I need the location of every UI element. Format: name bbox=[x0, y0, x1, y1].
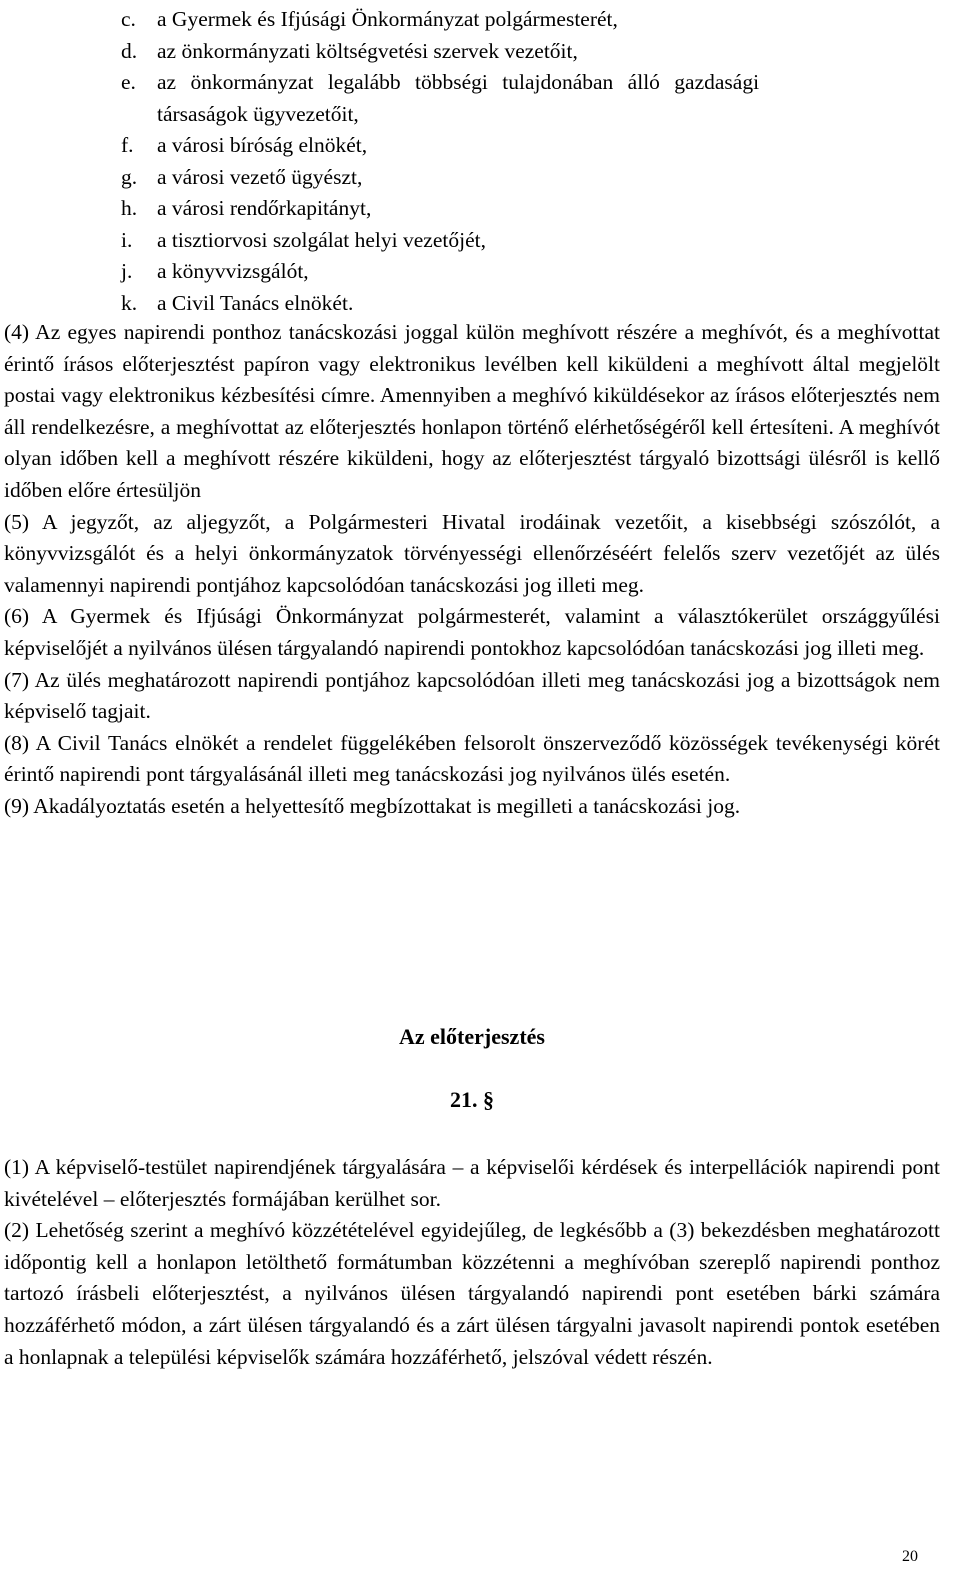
paragraph-9: (9) Akadályoztatás esetén a helyettesítő megbízottakat is megilleti a tanácskozási jog. bbox=[4, 793, 741, 818]
paragraph-5: (5) A jegyzőt, az aljegyzőt, a Polgármesteri Hivatal irodáinak vezetőit, a kisebbségi szószólót, a könyvvizsgálót és a helyi önkormányzatok törvényességi ellenőrzéséért felelős szerv vezetőjét az ülés valamennyi napirendi pontjához kapcsolódóan tanácskozási jog illeti meg. bbox=[4, 509, 940, 597]
list-letter: f. bbox=[121, 133, 134, 157]
list-item bbox=[121, 99, 941, 131]
list-text: a városi rendőrkapitányt, bbox=[157, 196, 372, 220]
list-text: a Gyermek és Ifjúsági Önkormányzat polgármesterét, bbox=[157, 7, 618, 31]
paragraph-7: (7) Az ülés meghatározott napirendi pontjához kapcsolódóan illeti meg tanácskozási jog a bizottságok nem képviselő tagjait. bbox=[4, 667, 940, 724]
section-paragraphs bbox=[4, 1152, 940, 1373]
list-letter: j. bbox=[121, 259, 133, 283]
page-number: 20 bbox=[902, 1548, 918, 1565]
list-text: a könyvvizsgálót, bbox=[157, 259, 309, 283]
list-text: az önkormányzati költségvetési szervek vezetőit, bbox=[157, 38, 578, 63]
paragraph-8: (8) A Civil Tanács elnökét a rendelet függelékében felsorolt önszerveződő közösségek tevékenységi körét érintő napirendi pont tárgyalásánál illeti meg tanácskozási jog nyilvános ülés esetén. bbox=[4, 730, 940, 787]
paragraph-6: (6) A Gyermek és Ifjúsági Önkormányzat polgármesterét, valamint a választókerület országgyűlési képviselőjét a nyilvános ülésen tárgyalandó napirendi pontokhoz kapcsolódóan tanácskozási jog illeti meg. bbox=[4, 604, 940, 660]
list-text: a városi bíróság elnökét, bbox=[157, 133, 368, 157]
list-letter: e. bbox=[121, 70, 136, 94]
list-item bbox=[121, 193, 941, 225]
list-item bbox=[121, 4, 941, 36]
list-item bbox=[121, 130, 941, 162]
section-paragraph-1: (1) A képviselő-testület napirendjének tárgyalására – a képviselői kérdések és interpellációk napirendi pont kivételével – előterjesztés formájában kerülhet sor. bbox=[4, 1155, 940, 1211]
list-item bbox=[121, 288, 941, 320]
paragraph-4: (4) Az egyes napirendi ponthoz tanácskozási joggal külön meghívott részére a meghívót, és a meghívottat érintő írásos előterjesztést papíron vagy elektronikus levélben kell kiküldeni a meghívott által megjelölt postai vagy elektronikus kézbesítési címre. Amennyiben a meghívó kiküldésekor az írásos előterjesztés nem áll rendelkezésre, a meghívottat az előterjesztés honlapon történő elérhetőségéről kell értesíteni. A meghívót olyan időben kell a meghívott részére kiküldeni, hogy az előterjesztést tárgyaló bizottsági ülésről is kellő időben előre értesüljön bbox=[4, 320, 940, 502]
invitee-list bbox=[121, 4, 941, 319]
list-item bbox=[121, 162, 941, 194]
list-item bbox=[121, 256, 941, 288]
list-item bbox=[121, 225, 941, 257]
list-letter: g. bbox=[121, 164, 138, 189]
paragraphs-block bbox=[4, 317, 940, 823]
section-paragraph-2: (2) Lehetőség szerint a meghívó közzétételével egyidejűleg, de legkésőbb a (3) bekezdésben meghatározott időpontig kell a honlapon letölthető formátumban közzétenni a meghívóban szereplő napirendi ponthoz tartozó írásbeli előterjesztést, a nyilvános ülésen tárgyalandó napirendi pont esetében bárki számára hozzáférhető módon, a zárt ülésen tárgyalandó és a zárt ülésen tárgyalni javasolt napirendi pontok esetében a honlapnak a települési képviselők számára hozzáférhető, jelszóval védett részén. bbox=[4, 1218, 940, 1369]
list-letter: h. bbox=[121, 196, 138, 220]
list-letter: k. bbox=[121, 290, 138, 315]
section-number: 21. § bbox=[450, 1087, 494, 1112]
section-title: Az előterjesztés bbox=[399, 1024, 545, 1049]
list-text: az önkormányzat legalább többségi tulajdonában álló gazdasági bbox=[157, 70, 760, 94]
list-letter: i. bbox=[121, 227, 133, 252]
list-letter: c. bbox=[121, 7, 136, 31]
list-text: a Civil Tanács elnökét. bbox=[157, 290, 354, 315]
list-text: társaságok ügyvezetőit, bbox=[157, 101, 359, 126]
list-item bbox=[121, 67, 941, 99]
list-letter: d. bbox=[121, 38, 138, 63]
list-text: a tisztiorvosi szolgálat helyi vezetőjét, bbox=[157, 227, 486, 252]
list-item bbox=[121, 36, 941, 68]
list-text: a városi vezető ügyészt, bbox=[157, 164, 363, 189]
